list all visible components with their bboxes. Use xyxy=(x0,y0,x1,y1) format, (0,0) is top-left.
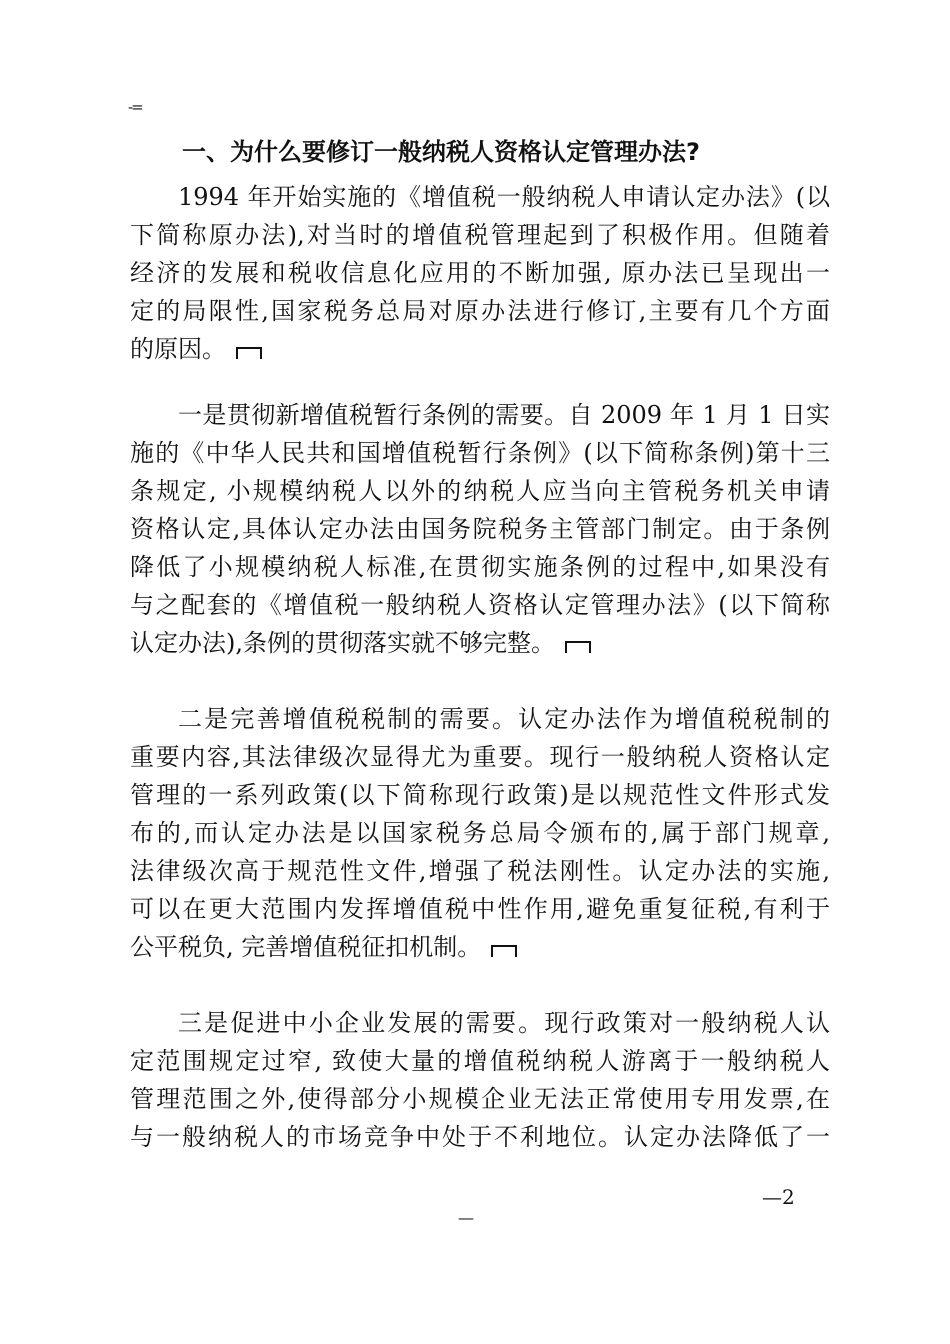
paragraph-line: 三是促进中小企业发展的需要。现行政策对一般纳税人认 xyxy=(178,1009,830,1037)
paragraph-line: 可以在更大范围内发挥增值税中性作用,避免重复征税,有利于 xyxy=(130,895,830,923)
paragraph-line: 施的《中华人民共和国增值税暂行条例》(以下简称条例)第十三 xyxy=(130,439,830,467)
corner-mark: -= xyxy=(128,98,142,116)
paragraph-line: 下简称原办法),对当时的增值税管理起到了积极作用。但随着 xyxy=(130,221,830,249)
paragraph-line: 定范围规定过窄, 致使大量的增值税纳税人游离于一般纳税人 xyxy=(130,1047,830,1075)
paragraph-line: 条规定, 小规模纳税人以外的纳税人应当向主管税务机关申请 xyxy=(130,477,830,505)
paragraph-line: 法律级次高于规范性文件,增强了税法刚性。认定办法的实施, xyxy=(130,857,830,885)
paragraph-line: 一是贯彻新增值税暂行条例的需要。自 2009 年 1 月 1 日实 xyxy=(178,401,830,429)
paragraph-line-end xyxy=(130,624,830,662)
paragraph-1 xyxy=(130,178,830,368)
paragraph-3 xyxy=(130,700,830,966)
paragraph-line-end xyxy=(130,928,830,966)
section-heading: 一、为什么要修订一般纳税人资格认定管理办法? xyxy=(182,138,700,166)
paragraph-line: 资格认定,具体认定办法由国务院税务主管部门制定。由于条例 xyxy=(130,515,830,543)
paragraph-line: 布的,而认定办法是以国家税务总局令颁布的,属于部门规章, xyxy=(130,819,830,847)
paragraph-4 xyxy=(130,1004,830,1156)
paragraph-end-mark-icon xyxy=(491,945,517,957)
paragraph-line-end xyxy=(130,330,830,368)
paragraph-line: 降低了小规模纳税人标准,在贯彻实施条例的过程中,如果没有 xyxy=(130,553,830,581)
paragraph-line-text: 的原因。 xyxy=(130,335,226,363)
paragraph-line: 与之配套的《增值税一般纳税人资格认定管理办法》(以下简称 xyxy=(130,591,830,619)
paragraph-2 xyxy=(130,396,830,662)
paragraph-line: 经济的发展和税收信息化应用的不断加强, 原办法已呈现出一 xyxy=(130,259,830,287)
paragraph-line: 1994 年开始实施的《增值税一般纳税人申请认定办法》(以 xyxy=(178,183,830,211)
paragraph-line: 重要内容,其法律级次显得尤为重要。现行一般纳税人资格认定 xyxy=(130,743,830,771)
paragraph-line: 管理范围之外,使得部分小规模企业无法正常使用专用发票,在 xyxy=(130,1085,830,1113)
paragraph-end-mark-icon xyxy=(236,347,262,359)
paragraph-line: 管理的一系列政策(以下简称现行政策)是以规范性文件形式发 xyxy=(130,781,830,809)
paragraph-line: 定的局限性,国家税务总局对原办法进行修订,主要有几个方面 xyxy=(130,297,830,325)
paragraph-line: 二是完善增值税税制的需要。认定办法作为增值税税制的 xyxy=(178,705,830,733)
paragraph-line-text: 认定办法),条例的贯彻落实就不够完整。 xyxy=(130,629,555,657)
paragraph-end-mark-icon xyxy=(565,641,591,653)
paragraph-line: 与一般纳税人的市场竞争中处于不利地位。认定办法降低了一 xyxy=(130,1123,830,1151)
page-number: —2 xyxy=(762,1185,795,1209)
paragraph-line-text: 公平税负, 完善增值税征扣机制。 xyxy=(130,933,482,961)
page-number-tail: — xyxy=(458,1208,474,1227)
